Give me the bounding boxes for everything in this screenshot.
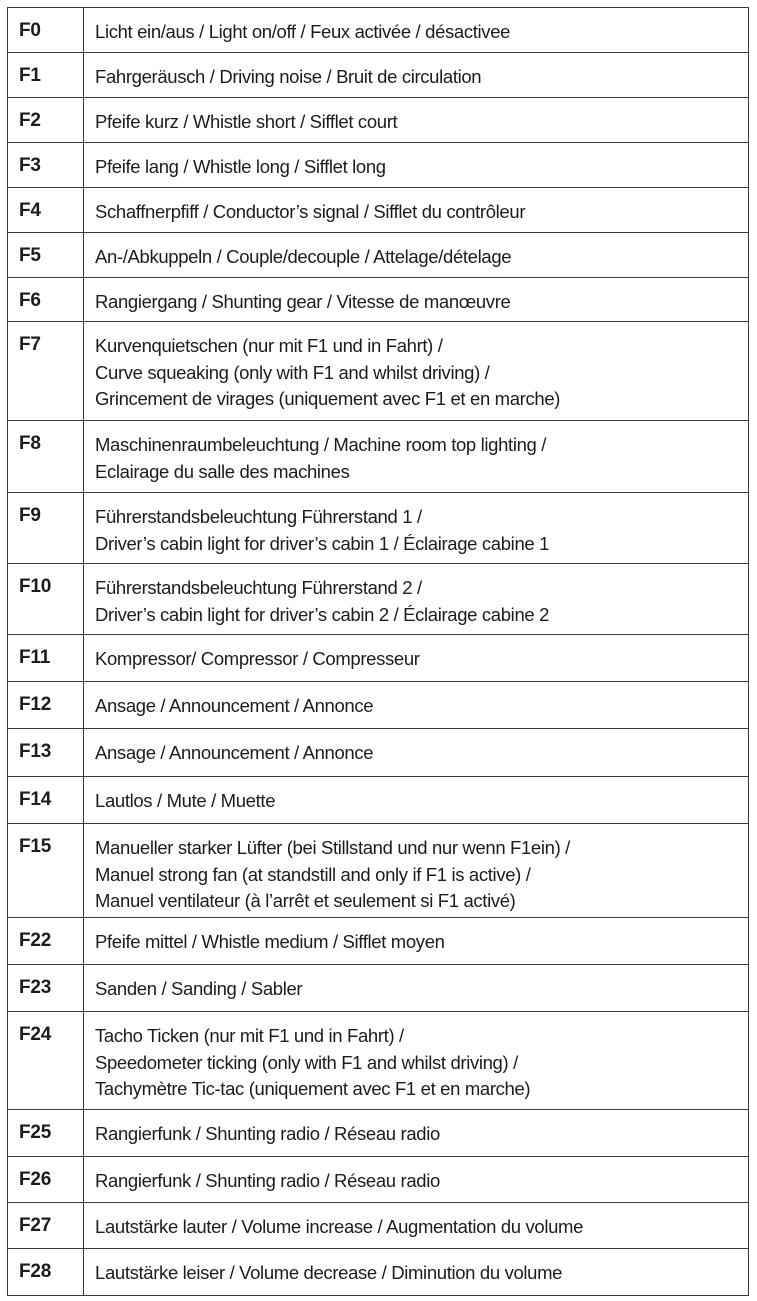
table-row <box>8 1110 749 1157</box>
description-line: Manuel ventilateur (à l’arrêt et seulement si F1 activé) <box>95 890 516 911</box>
function-description-cell <box>84 8 749 53</box>
description-line: Tacho Ticken (nur mit F1 und in Fahrt) / <box>95 1025 404 1046</box>
table-row <box>8 233 749 278</box>
function-key-table-body <box>8 8 749 1296</box>
function-key-cell: F15 <box>8 824 84 918</box>
table-row <box>8 1249 749 1296</box>
function-description-cell <box>84 98 749 143</box>
function-key-cell: F11 <box>8 635 84 682</box>
function-key-cell: F25 <box>8 1110 84 1157</box>
table-row <box>8 53 749 98</box>
table-row <box>8 918 749 965</box>
function-description-cell <box>84 564 749 635</box>
function-description-cell <box>84 421 749 493</box>
description-line: Driver’s cabin light for driver’s cabin 1 / Éclairage cabine 1 <box>95 532 550 554</box>
description-line: Eclairage du salle des machines <box>95 460 350 482</box>
function-description-cell <box>84 233 749 278</box>
function-description-cell <box>84 493 749 564</box>
description-line: Kurvenquietschen (nur mit F1 und in Fahrt) / <box>95 335 443 356</box>
description-line: Ansage / Announcement / Annonce <box>95 742 374 763</box>
table-row <box>8 965 749 1012</box>
table-row <box>8 278 749 322</box>
function-description-cell <box>84 1203 749 1249</box>
description-line: Fahrgeräusch / Driving noise / Bruit de circulation <box>95 66 482 87</box>
function-description-cell <box>84 188 749 233</box>
function-key-cell: F7 <box>8 322 84 421</box>
function-description-cell <box>84 918 749 965</box>
table-row <box>8 188 749 233</box>
description-line: Rangiergang / Shunting gear / Vitesse de manœuvre <box>95 291 511 312</box>
table-row <box>8 564 749 635</box>
description-line: An-/Abkuppeln / Couple/decouple / Attelage/dételage <box>95 246 512 267</box>
function-description-cell <box>84 1157 749 1203</box>
description-line: Tachymètre Tic-tac (uniquement avec F1 et en marche) <box>95 1078 531 1099</box>
function-key-cell: F27 <box>8 1203 84 1249</box>
description-line: Rangierfunk / Shunting radio / Réseau radio <box>95 1123 440 1144</box>
description-line: Manuel strong fan (at standstill and only if F1 is active) / <box>95 863 531 885</box>
function-description-cell <box>84 1249 749 1296</box>
description-line: Lautstärke leiser / Volume decrease / Diminution du volume <box>95 1262 563 1283</box>
table-row <box>8 8 749 53</box>
table-row <box>8 777 749 824</box>
table-row <box>8 421 749 493</box>
function-key-cell: F6 <box>8 278 84 322</box>
table-row <box>8 143 749 188</box>
table-row <box>8 824 749 918</box>
description-line: Schaffnerpfiff / Conductor’s signal / Sifflet du contrôleur <box>95 201 526 222</box>
description-line: Licht ein/aus / Light on/off / Feux activée / désactivee <box>95 21 511 42</box>
table-row <box>8 635 749 682</box>
function-key-cell: F12 <box>8 682 84 729</box>
description-line: Driver’s cabin light for driver’s cabin 2 / Éclairage cabine 2 <box>95 603 550 625</box>
function-key-cell: F28 <box>8 1249 84 1296</box>
function-description-cell <box>84 965 749 1012</box>
function-key-cell: F5 <box>8 233 84 278</box>
function-description-cell <box>84 53 749 98</box>
description-line: Manueller starker Lüfter (bei Stillstand und nur wenn F1ein) / <box>95 837 570 858</box>
function-key-cell: F3 <box>8 143 84 188</box>
function-key-cell: F1 <box>8 53 84 98</box>
description-line: Führerstandsbeleuchtung Führerstand 2 / <box>95 577 422 598</box>
description-line: Curve squeaking (only with F1 and whilst driving) / <box>95 361 490 383</box>
description-line: Grincement de virages (uniquement avec F1 et en marche) <box>95 388 561 409</box>
function-key-cell: F9 <box>8 493 84 564</box>
table-row <box>8 1203 749 1249</box>
description-line: Maschinenraumbeleuchtung / Machine room top lighting / <box>95 434 547 455</box>
function-description-cell <box>84 1012 749 1110</box>
function-key-cell: F2 <box>8 98 84 143</box>
description-line: Lautstärke lauter / Volume increase / Augmentation du volume <box>95 1216 584 1237</box>
description-line: Pfeife mittel / Whistle medium / Sifflet moyen <box>95 931 445 952</box>
description-line: Rangierfunk / Shunting radio / Réseau radio <box>95 1170 440 1191</box>
description-line: Pfeife kurz / Whistle short / Sifflet court <box>95 111 398 132</box>
function-key-cell: F4 <box>8 188 84 233</box>
function-description-cell <box>84 278 749 322</box>
function-description-cell <box>84 682 749 729</box>
function-key-cell: F14 <box>8 777 84 824</box>
description-line: Kompressor/ Compressor / Compresseur <box>95 648 420 669</box>
function-key-cell: F8 <box>8 421 84 493</box>
function-description-cell <box>84 729 749 777</box>
function-description-cell <box>84 322 749 421</box>
function-description-cell <box>84 143 749 188</box>
description-line: Lautlos / Mute / Muette <box>95 790 276 811</box>
table-row <box>8 98 749 143</box>
function-key-cell: F23 <box>8 965 84 1012</box>
description-line: Ansage / Announcement / Annonce <box>95 695 374 716</box>
function-key-cell: F0 <box>8 8 84 53</box>
function-description-cell <box>84 1110 749 1157</box>
description-line: Sanden / Sanding / Sabler <box>95 978 303 999</box>
function-key-cell: F10 <box>8 564 84 635</box>
table-row <box>8 682 749 729</box>
function-description-cell <box>84 635 749 682</box>
table-row <box>8 1157 749 1203</box>
function-description-cell <box>84 824 749 918</box>
function-key-cell: F13 <box>8 729 84 777</box>
function-key-table <box>7 7 749 1296</box>
description-line: Speedometer ticking (only with F1 and whilst driving) / <box>95 1051 518 1073</box>
function-description-cell <box>84 777 749 824</box>
description-line: Pfeife lang / Whistle long / Sifflet long <box>95 156 386 177</box>
function-key-cell: F26 <box>8 1157 84 1203</box>
description-line: Führerstandsbeleuchtung Führerstand 1 / <box>95 506 422 527</box>
table-row <box>8 729 749 777</box>
table-row <box>8 493 749 564</box>
table-row <box>8 1012 749 1110</box>
function-key-cell: F24 <box>8 1012 84 1110</box>
function-key-cell: F22 <box>8 918 84 965</box>
table-row <box>8 322 749 421</box>
